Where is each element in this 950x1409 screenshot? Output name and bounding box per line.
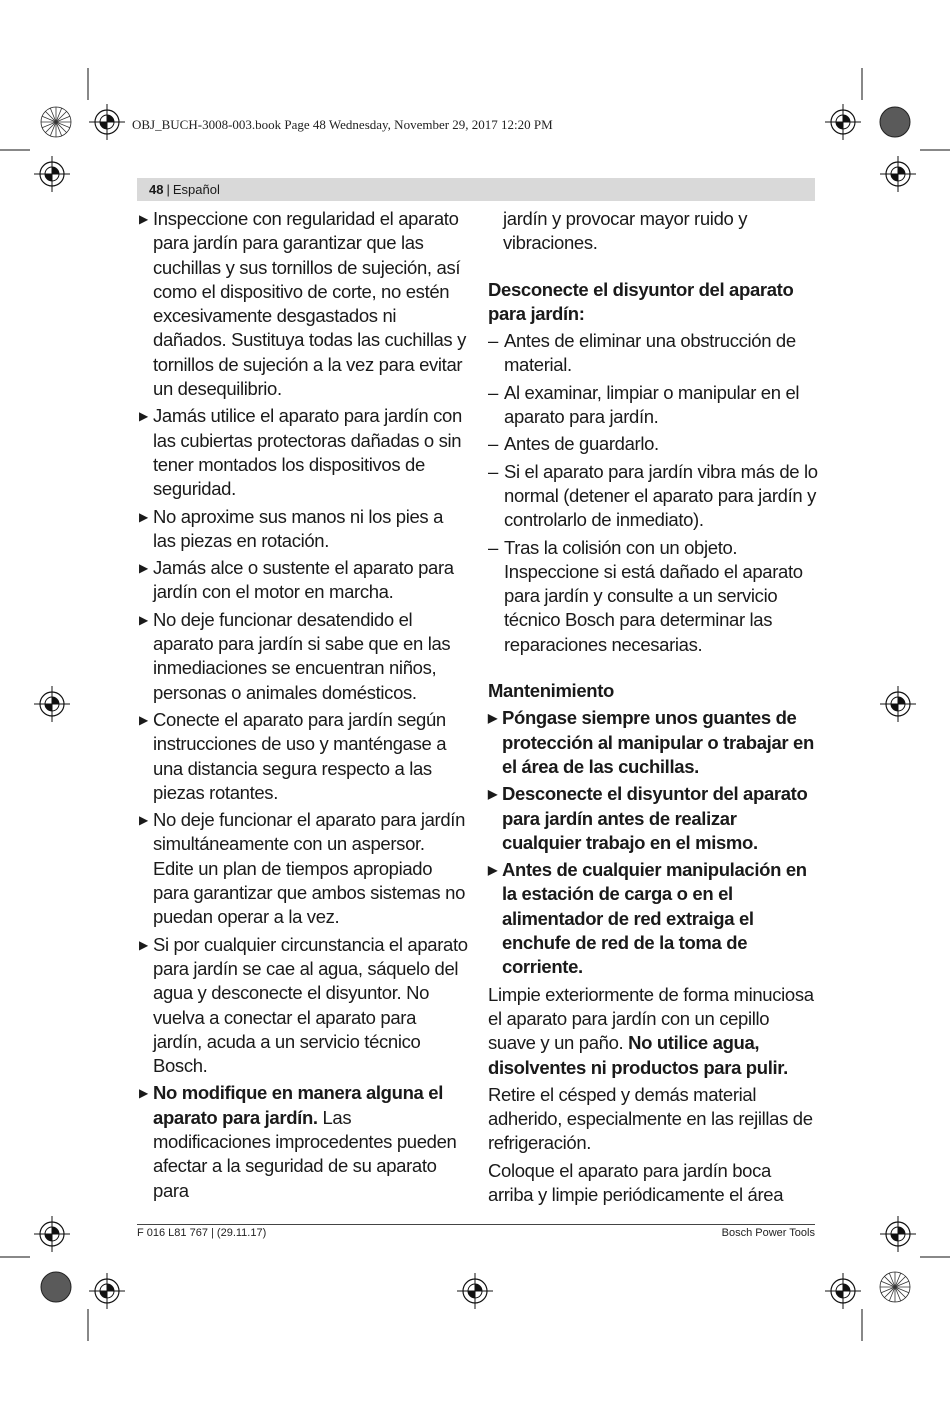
list-item [139, 608, 469, 705]
list-item [139, 207, 469, 401]
clean-text: Limpie exteriormente de forma minuciosa el aparato para jardín con un cepillo suave y un paño. [488, 983, 814, 1054]
right-column [488, 207, 818, 1210]
header-separator: | [166, 182, 170, 197]
bullet-triangle-icon: ▶ [139, 937, 148, 952]
list-item [488, 432, 818, 456]
bullet-triangle-icon: ▶ [488, 863, 497, 878]
bullet-text: Antes de cualquier manipulación en la estación de carga o en el alimentador de red extraiga el enchufe de red de la toma de corriente. [502, 859, 807, 978]
bullet-triangle-icon: ▶ [488, 711, 497, 726]
dash-marker: – [488, 330, 498, 352]
bullet-text: Desconecte el disyuntor del aparato para jardín antes de realizar cualquier trabajo en el mismo. [502, 783, 808, 853]
list-item [488, 329, 818, 378]
continuation-text: jardín y provocar mayor ruido y vibraciones. [503, 208, 748, 254]
dash-text: Antes de guardarlo. [504, 433, 659, 455]
bullet-text: No deje funcionar desatendido el aparato para jardín si sabe que en las inmediaciones se encuentran niños, personas o animales domésticos. [153, 608, 451, 703]
footer-brand: Bosch Power Tools [721, 1227, 815, 1239]
bullet-text: Inspeccione con regularidad el aparato para jardín para garantizar que las cuchillas y sus tornillos de sujeción, así como el dispositivo de corte, no estén excesivamente desgastados ni dañados. Sustituya todas las cuchillas y tornillos de sujeción a la vez para evitar un desequilibrio. [153, 208, 467, 400]
dash-marker: – [488, 536, 498, 558]
bullet-triangle-icon: ▶ [139, 212, 148, 226]
bullet-text: Jamás alce o sustente el aparato para jardín con el motor en marcha. [153, 557, 454, 603]
bullet-triangle-icon: ▶ [139, 561, 148, 576]
dash-text: Tras la colisión con un objeto. Inspeccione si está dañado el aparato para jardín y consulte a un servicio técnico Bosch para determinar las reparaciones necesarias. [504, 536, 803, 655]
list-item [139, 404, 469, 501]
maintenance-heading: Mantenimiento [488, 680, 614, 702]
list-item [139, 556, 469, 605]
list-item [139, 708, 469, 805]
list-item [488, 536, 818, 657]
bullet-bold-text: No modifique en manera alguna el aparato para jardín. [153, 1082, 443, 1128]
list-item [488, 381, 818, 430]
list-item [488, 858, 818, 979]
book-info-line: OBJ_BUCH-3008-003.book Page 48 Wednesday, November 29, 2017 12:20 PM [132, 117, 553, 132]
dash-marker: – [488, 460, 498, 482]
bullet-triangle-icon: ▶ [139, 813, 148, 828]
paragraph: Retire el césped y demás material adherido, especialmente en las rejillas de refrigeración. [488, 1083, 813, 1154]
footer-rule [137, 1224, 815, 1225]
bullet-triangle-icon: ▶ [488, 787, 497, 802]
list-item [488, 706, 818, 779]
page-header [137, 178, 815, 201]
footer-document-code: F 016 L81 767 | (29.11.17) [137, 1227, 267, 1239]
page-number: 48 [149, 182, 164, 197]
clean-warning: No utilice agua, disolventes ni productos para pulir. [488, 1032, 788, 1078]
bullet-triangle-icon: ▶ [139, 1086, 148, 1101]
list-item [139, 933, 469, 1079]
list-item [488, 782, 818, 855]
list-item [139, 1081, 469, 1202]
dash-marker: – [488, 381, 498, 403]
dash-text: Al examinar, limpiar o manipular en el aparato para jardín. [504, 381, 800, 428]
dash-marker: – [488, 433, 498, 455]
bullet-text: Las modificaciones improcedentes pueden afectar a la seguridad de su aparato para [153, 1106, 457, 1201]
dash-text: Antes de eliminar una obstrucción de material. [504, 330, 796, 376]
bullet-text: No aproxime sus manos ni los pies a las piezas en rotación. [153, 505, 444, 551]
bullet-text: Jamás utilice el aparato para jardín con las cubiertas protectoras dañadas o sin tener montados los dispositivos de seguridad. [153, 405, 462, 500]
list-item [139, 808, 469, 929]
left-column [139, 207, 469, 1206]
list-item [488, 460, 818, 533]
bullet-text: Póngase siempre unos guantes de protección al manipular o trabajar en el área de las cuchillas. [502, 707, 814, 777]
bullet-text: No deje funcionar el aparato para jardín simultáneamente con un aspersor. Edite un plan de tiempos apropiado para garantizar que ambos sistemas no puedan operar a la vez. [153, 809, 466, 928]
bullet-triangle-icon: ▶ [139, 612, 148, 627]
paragraph: Coloque el aparato para jardín boca arriba y limpie periódicamente el área [488, 1159, 784, 1205]
bullet-triangle-icon: ▶ [139, 409, 148, 424]
bullet-text: Si por cualquier circunstancia el aparato para jardín se cae al agua, sáquelo del agua y desconecte el disyuntor. No vuelva a conectar el aparato para jardín, acuda a un servicio técnico Bosch. [153, 933, 468, 1077]
bullet-triangle-icon: ▶ [139, 712, 148, 727]
dash-text: Si el aparato para jardín vibra más de lo normal (detener el aparato para jardín y controlarlo de inmediato). [504, 460, 818, 531]
section-title: Español [172, 182, 220, 197]
bullet-triangle-icon: ▶ [139, 509, 148, 524]
paragraph [488, 983, 818, 1080]
bullet-text: Conecte el aparato para jardín según instrucciones de uso y manténgase a una distancia segura respecto a las piezas rotantes. [153, 708, 447, 803]
list-item [139, 505, 469, 554]
disconnect-heading: Desconecte el disyuntor del aparato para jardín: [488, 278, 794, 324]
